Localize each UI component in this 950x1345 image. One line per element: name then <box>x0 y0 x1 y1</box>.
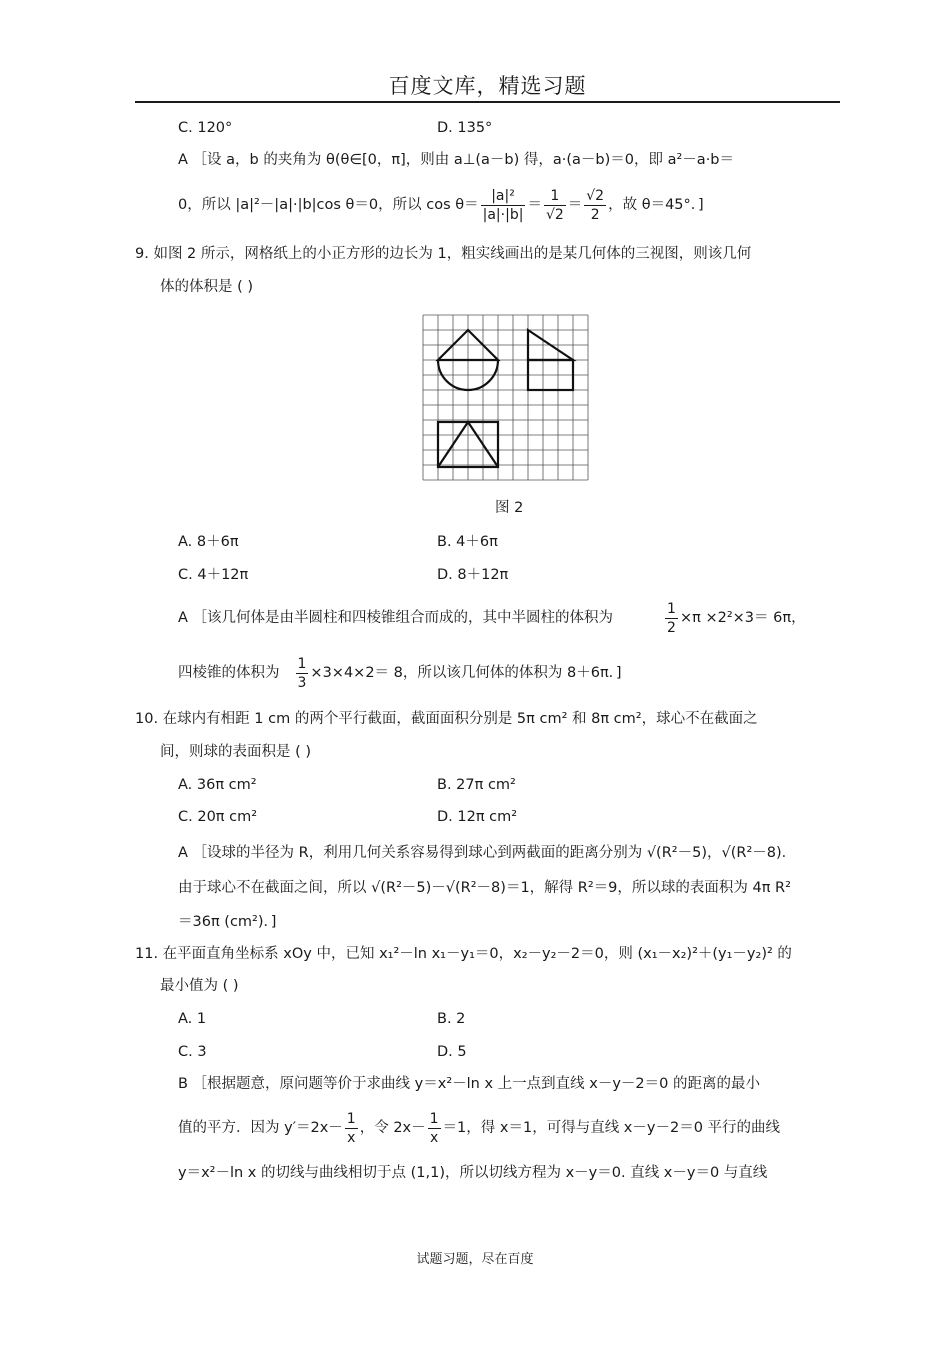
q11-option-b: B. 2 <box>437 1011 466 1027</box>
q11-answer-text-b: ，令 2x－ <box>359 1120 426 1136</box>
q9-answer-text-d: ×3×4×2＝ 8，所以该几何体的体积为 8＋6π．] <box>310 665 622 681</box>
three-view-figure <box>420 312 590 484</box>
q9-answer-text-c: 四棱锥的体积为 <box>178 665 280 681</box>
q11-answer-text-a: 值的平方．因为 y′＝2x－ <box>178 1120 343 1136</box>
q11-fraction-2-num: 1 <box>429 1110 439 1127</box>
q8-option-d: D. 135° <box>437 120 493 136</box>
q11-fraction-1-num: 1 <box>346 1110 356 1127</box>
q11-stem-line2: 最小值为 ( ) <box>160 978 239 994</box>
q8-answer-line2 <box>178 183 704 227</box>
q10-option-b: B. 27π cm² <box>437 777 516 793</box>
q8-fraction-2-num: 1 <box>544 187 566 206</box>
figure-caption: 图 2 <box>495 500 524 516</box>
q9-stem-line2: 体的体积是 ( ) <box>160 279 254 295</box>
q11-option-d: D. 5 <box>437 1044 467 1060</box>
q8-fraction-3-num: √2 <box>586 187 605 204</box>
q9-answer-line2 <box>178 651 622 695</box>
header-rule <box>135 101 840 103</box>
q9-option-b: B. 4＋6π <box>437 534 498 550</box>
q8-fraction-cos <box>481 187 526 224</box>
q9-option-c: C. 4＋12π <box>178 567 249 583</box>
q9-answer-text-b: ×π ×2²×3＝ 6π， <box>679 610 806 626</box>
q10-option-d: D. 12π cm² <box>437 809 518 825</box>
q9-stem-line1: 9. 如图 2 所示，网格纸上的小正方形的边长为 1，粗实线画出的是某几何体的三视图，则该几何 <box>135 246 752 262</box>
q9-answer-text-a: A ［该几何体是由半圆柱和四棱锥组合而成的，其中半圆柱的体积为 <box>178 610 614 626</box>
q11-stem-line1: 11. 在平面直角坐标系 xOy 中，已知 x₁²－ln x₁－y₁＝0，x₂－y₂－2＝0，则 (x₁－x₂)²＋(y₁－y₂)² 的 <box>135 946 792 962</box>
q8-equals-1: ＝ <box>527 197 542 213</box>
q11-option-a: A. 1 <box>178 1011 207 1027</box>
q8-fraction-cos-num: |a|² <box>481 187 526 206</box>
q9-fraction-half-num: 1 <box>667 600 676 617</box>
q9-fraction-third-den: 3 <box>297 674 307 691</box>
q10-stem-line2: 间，则球的表面积是 ( ) <box>160 744 312 760</box>
q9-fraction-third-num: 1 <box>297 655 307 672</box>
q8-equals-2: ＝ <box>567 197 583 213</box>
q11-answer-line3: y＝x²－ln x 的切线与曲线相切于点 (1,1)，所以切线方程为 x－y＝0. 直线 x－y＝0 与直线 <box>178 1165 768 1181</box>
q8-answer-text-a: 0，所以 |a|²－|a|·|b|cos θ＝0，所以 cos θ＝ <box>178 197 479 213</box>
q10-answer-line2: 由于球心不在截面之间，所以 √(R²－5)－√(R²－8)＝1，解得 R²＝9，所以球的表面积为 4π R² <box>178 880 791 896</box>
q11-fraction-2-den: x <box>429 1129 439 1146</box>
page-header-title: 百度文库，精选习题 <box>388 74 587 98</box>
q10-stem-line1: 10. 在球内有相距 1 cm 的两个平行截面，截面面积分别是 5π cm² 和 8π cm²，球心不在截面之 <box>135 711 758 727</box>
q9-fraction-half <box>665 600 678 637</box>
q10-answer-line3: ＝36π (cm²)．] <box>178 914 277 930</box>
page-footer: 试题习题，尽在百度 <box>416 1252 534 1267</box>
q8-answer-text-b: ，故 θ＝45°．] <box>608 197 704 213</box>
q10-answer-line1: A ［设球的半径为 R，利用几何关系容易得到球心到两截面的距离分别为 √(R²－5)，√(R²－8)． <box>178 845 797 861</box>
q10-option-a: A. 36π cm² <box>178 777 257 793</box>
q9-answer-line1 <box>178 596 806 640</box>
q11-answer-line2 <box>178 1106 780 1150</box>
q8-fraction-cos-den: |a|·|b| <box>482 206 524 223</box>
q9-fraction-third <box>296 655 309 692</box>
q11-option-c: C. 3 <box>178 1044 207 1060</box>
q11-fraction-1 <box>345 1110 358 1147</box>
q11-fraction-2 <box>428 1110 441 1147</box>
q8-fraction-root2-over-2 <box>584 187 606 224</box>
q11-answer-line1: B ［根据题意，原问题等价于求曲线 y＝x²－ln x 上一点到直线 x－y－2＝0 的距离的最小 <box>178 1076 760 1092</box>
q11-answer-text-c: ＝1，得 x＝1，可得与直线 x－y－2＝0 平行的曲线 <box>442 1120 781 1136</box>
q9-option-a: A. 8＋6π <box>178 534 239 550</box>
q8-option-c: C. 120° <box>178 120 233 136</box>
q9-option-d: D. 8＋12π <box>437 567 509 583</box>
q10-option-c: C. 20π cm² <box>178 809 258 825</box>
q11-fraction-1-den: x <box>347 1129 356 1146</box>
q8-answer-line1: A ［设 a，b 的夹角为 θ(θ∈[0，π]，则由 a⊥(a－b) 得，a·(a－b)＝0，即 a²－a·b＝ <box>178 152 735 168</box>
q8-fraction-2-den: √2 <box>545 206 564 223</box>
q9-fraction-half-den: 2 <box>667 619 676 636</box>
q8-fraction-3-den: 2 <box>590 206 600 223</box>
q8-fraction-one-over-root2 <box>544 187 566 224</box>
